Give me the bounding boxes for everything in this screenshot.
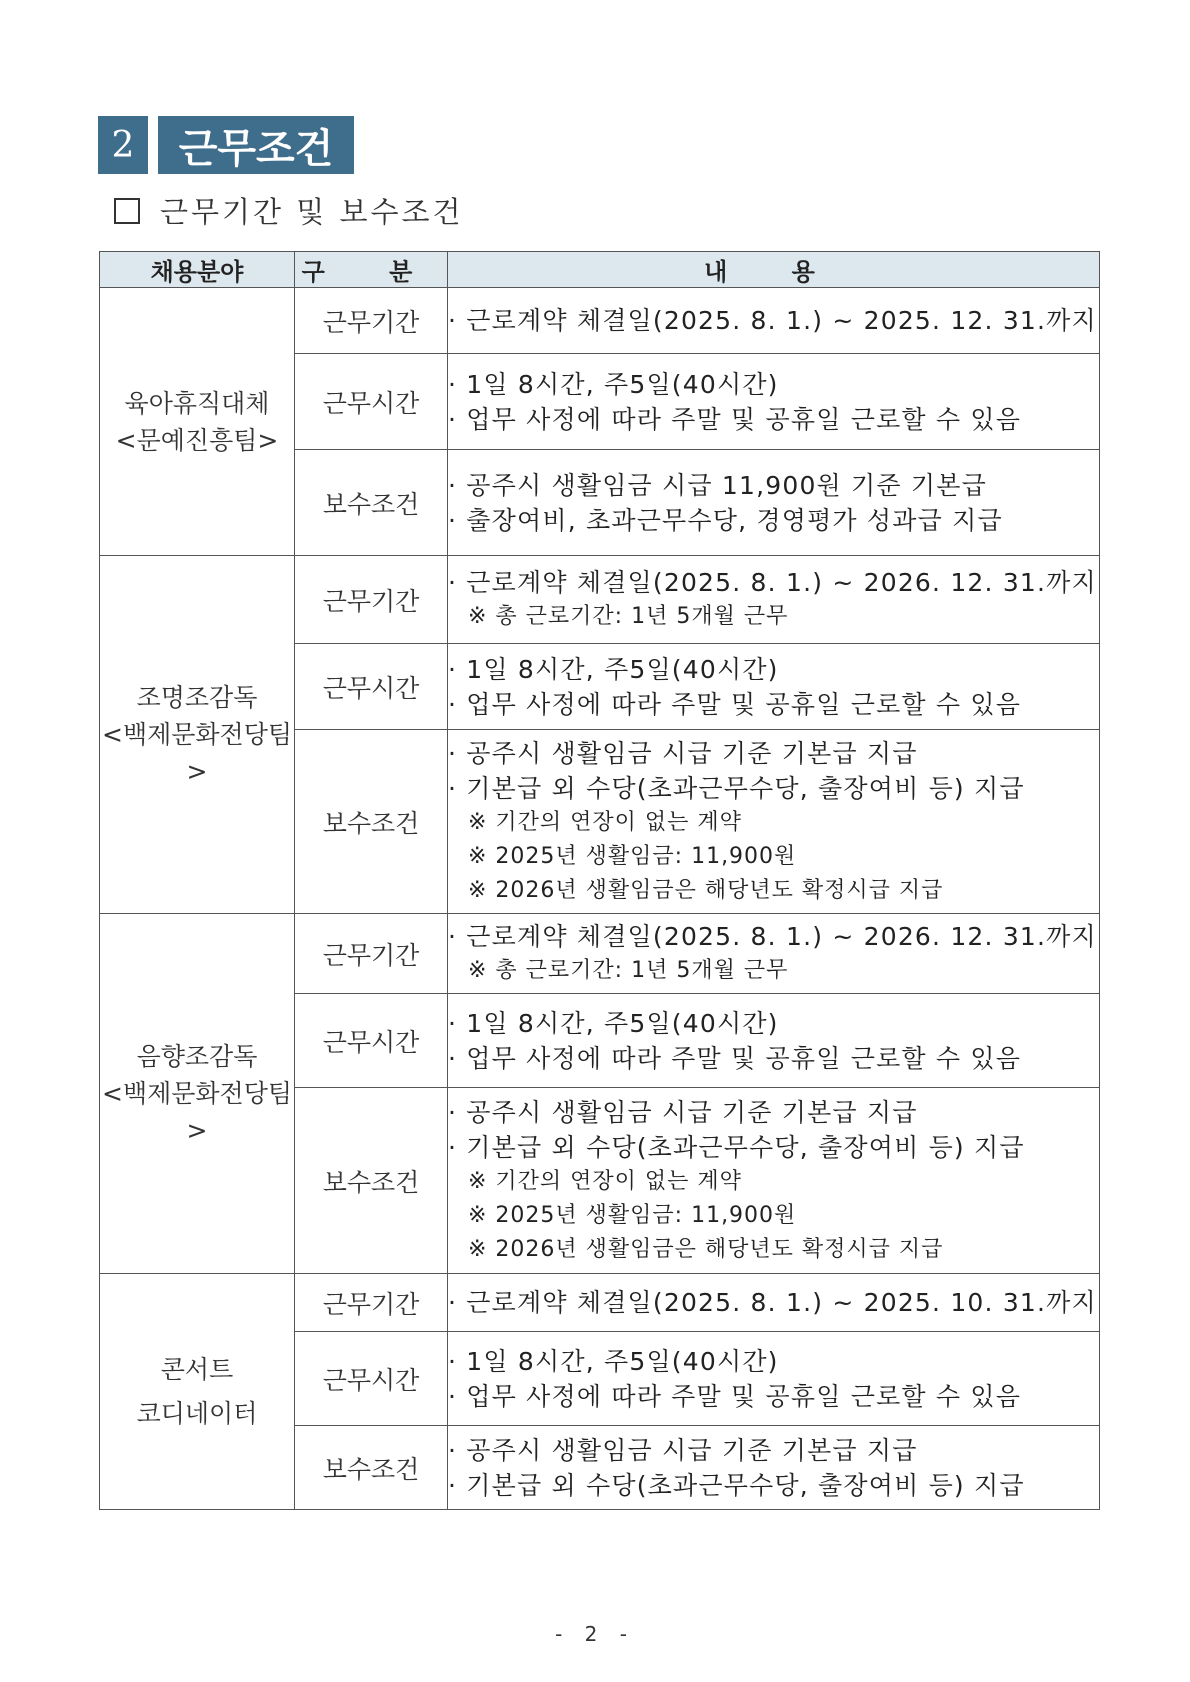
section-title: 근무조건 bbox=[158, 116, 354, 174]
category-cell: 근무시간 bbox=[295, 994, 448, 1088]
bullet-line: · 출장여비, 초과근무수당, 경영평가 성과급 지급 bbox=[448, 505, 1003, 535]
content-cell bbox=[448, 914, 1100, 994]
page-number: - 2 - bbox=[555, 1622, 635, 1646]
category-cell: 근무시간 bbox=[295, 1332, 448, 1426]
header-division: 구 분 bbox=[295, 252, 448, 288]
bullet-line: · 업무 사정에 따라 주말 및 공휴일 근로할 수 있음 bbox=[448, 689, 1022, 719]
bullet-line: · 공주시 생활임금 시급 11,900원 기준 기본급 bbox=[448, 470, 987, 500]
category-cell: 보수조건 bbox=[295, 1426, 448, 1510]
content-cell bbox=[448, 288, 1100, 354]
working-conditions-table bbox=[99, 251, 1100, 1510]
bullet-line: · 기본급 외 수당(초과근무수당, 출장여비 등) 지급 bbox=[448, 773, 1025, 803]
field-cell bbox=[100, 288, 295, 556]
field-cell bbox=[100, 556, 295, 914]
subheading bbox=[114, 190, 464, 231]
table-row bbox=[100, 914, 1100, 994]
bullet-line: · 업무 사정에 따라 주말 및 공휴일 근로할 수 있음 bbox=[448, 1381, 1022, 1411]
table-row bbox=[100, 288, 1100, 354]
category-cell: 근무기간 bbox=[295, 556, 448, 644]
content-cell bbox=[448, 730, 1100, 914]
category-cell: 보수조건 bbox=[295, 450, 448, 556]
field-name-line: <백제문화전당팀> bbox=[102, 1079, 292, 1145]
field-name-line: 코디네이터 bbox=[136, 1398, 258, 1428]
category-cell: 근무시간 bbox=[295, 644, 448, 730]
bullet-line: · 공주시 생활임금 시급 기준 기본급 지급 bbox=[448, 1097, 918, 1127]
content-cell bbox=[448, 354, 1100, 450]
content-cell bbox=[448, 1332, 1100, 1426]
bullet-line: · 공주시 생활임금 시급 기준 기본급 지급 bbox=[448, 738, 918, 768]
header-content: 내 용 bbox=[448, 252, 1100, 288]
bullet-line: · 1일 8시간, 주5일(40시간) bbox=[448, 369, 779, 399]
section-header bbox=[98, 116, 354, 174]
field-name-line: <문예진흥팀> bbox=[115, 425, 279, 455]
bullet-line: · 기본급 외 수당(초과근무수당, 출장여비 등) 지급 bbox=[448, 1132, 1025, 1162]
subheading-text: 근무기간 및 보수조건 bbox=[160, 195, 464, 229]
header-field: 채용분야 bbox=[100, 252, 295, 288]
field-name-line: 콘서트 bbox=[160, 1354, 234, 1384]
field-name-line: <백제문화전당팀> bbox=[102, 720, 292, 786]
category-cell: 보수조건 bbox=[295, 730, 448, 914]
bullet-line: · 근로계약 체결일(2025. 8. 1.) ~ 2025. 12. 31.까지 bbox=[448, 306, 1097, 335]
content-cell bbox=[448, 556, 1100, 644]
section-number: 2 bbox=[98, 116, 148, 174]
category-cell: 근무기간 bbox=[295, 914, 448, 994]
bullet-line: · 업무 사정에 따라 주말 및 공휴일 근로할 수 있음 bbox=[448, 404, 1022, 434]
note-line: ※ 기간의 연장이 없는 계약 bbox=[468, 809, 742, 835]
note-line: ※ 총 근로기간: 1년 5개월 근무 bbox=[468, 958, 789, 983]
bullet-line: · 1일 8시간, 주5일(40시간) bbox=[448, 1346, 779, 1376]
note-line: ※ 2026년 생활임금은 해당년도 확정시급 지급 bbox=[468, 877, 944, 903]
bullet-line: · 기본급 외 수당(초과근무수당, 출장여비 등) 지급 bbox=[448, 1470, 1025, 1500]
field-name-line: 조명조감독 bbox=[136, 683, 258, 712]
bullet-line: · 업무 사정에 따라 주말 및 공휴일 근로할 수 있음 bbox=[448, 1043, 1022, 1073]
bullet-line: · 1일 8시간, 주5일(40시간) bbox=[448, 654, 779, 684]
field-cell bbox=[100, 1274, 295, 1510]
content-cell bbox=[448, 1088, 1100, 1274]
note-line: ※ 총 근로기간: 1년 5개월 근무 bbox=[468, 604, 789, 629]
category-cell: 근무기간 bbox=[295, 288, 448, 354]
content-cell bbox=[448, 1274, 1100, 1332]
content-cell bbox=[448, 994, 1100, 1088]
category-cell: 근무시간 bbox=[295, 354, 448, 450]
checkbox-square-icon bbox=[114, 198, 140, 224]
field-name-line: 음향조감독 bbox=[136, 1042, 258, 1071]
bullet-line: · 근로계약 체결일(2025. 8. 1.) ~ 2026. 12. 31.까지 bbox=[448, 568, 1097, 597]
table-row bbox=[100, 556, 1100, 644]
content-cell bbox=[448, 1426, 1100, 1510]
category-cell: 보수조건 bbox=[295, 1088, 448, 1274]
bullet-line: · 근로계약 체결일(2025. 8. 1.) ~ 2025. 10. 31.까지 bbox=[448, 1288, 1097, 1317]
note-line: ※ 기간의 연장이 없는 계약 bbox=[468, 1168, 742, 1194]
field-name-line: 육아휴직대체 bbox=[124, 388, 270, 418]
table-row bbox=[100, 1274, 1100, 1332]
category-cell: 근무기간 bbox=[295, 1274, 448, 1332]
note-line: ※ 2026년 생활임금은 해당년도 확정시급 지급 bbox=[468, 1236, 944, 1262]
note-line: ※ 2025년 생활임금: 11,900원 bbox=[468, 843, 797, 869]
note-line: ※ 2025년 생활임금: 11,900원 bbox=[468, 1202, 797, 1228]
bullet-line: · 공주시 생활임금 시급 기준 기본급 지급 bbox=[448, 1435, 918, 1465]
content-cell bbox=[448, 644, 1100, 730]
content-cell bbox=[448, 450, 1100, 556]
table-header-row bbox=[100, 252, 1100, 288]
field-cell bbox=[100, 914, 295, 1274]
bullet-line: · 1일 8시간, 주5일(40시간) bbox=[448, 1008, 779, 1038]
bullet-line: · 근로계약 체결일(2025. 8. 1.) ~ 2026. 12. 31.까지 bbox=[448, 922, 1097, 951]
